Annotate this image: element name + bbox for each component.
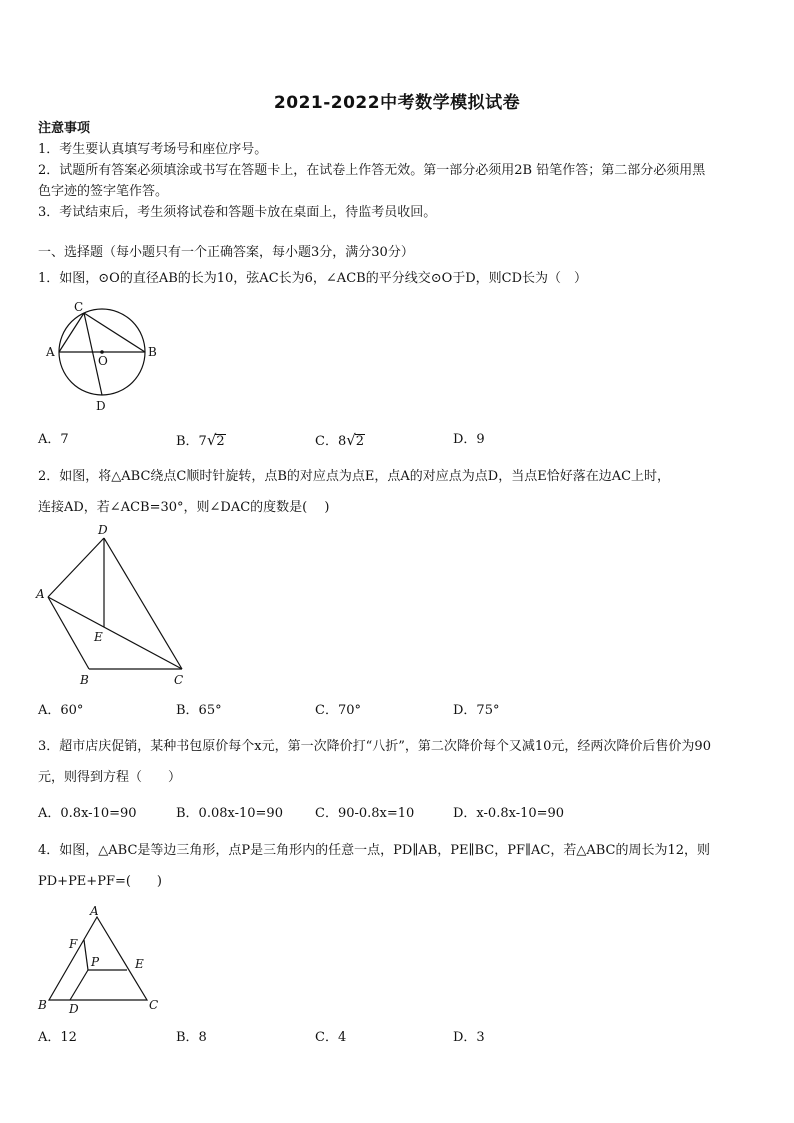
label-f: F: [69, 937, 78, 951]
segment-dc: [104, 538, 182, 669]
q1-circle-figure: [38, 296, 168, 414]
segment-da: [48, 538, 104, 597]
label-d: D: [98, 523, 108, 537]
chord-cb: [84, 313, 145, 352]
label-c: C: [149, 998, 159, 1012]
q1-option-c[interactable]: [315, 431, 365, 451]
notice-item-2: 2．试题所有答案必须填涂或书写在答题卡上，在试卷上作答无效。第一部分必须用2B 铅笔作答；第二部分必须用黑: [38, 163, 706, 178]
label-a: A: [36, 587, 45, 601]
label-o: O: [98, 354, 108, 368]
notice-item-2-cont: 色字迹的签字笔作答。: [38, 184, 169, 199]
q1-option-b-radicand: 2: [216, 434, 225, 449]
label-b: B: [38, 998, 47, 1012]
label-e: E: [94, 630, 103, 644]
q3-stem-line2: 元，则得到方程（ ）: [38, 770, 182, 785]
label-c: C: [174, 673, 184, 687]
q1-option-b-prefix: B．7: [176, 434, 207, 449]
q4-stem-line1: 4．如图，△ABC是等边三角形，点P是三角形内的任意一点，PD∥AB，PE∥BC，PF∥AC，若△ABC的周长为12，则: [38, 843, 711, 858]
notice-heading: 注意事项: [38, 121, 91, 136]
label-p: P: [91, 955, 100, 969]
q2-option-d[interactable]: D．75°: [453, 703, 500, 718]
q3-option-c[interactable]: C．90-0.8x=10: [315, 806, 415, 821]
q2-stem-line2: 连接AD，若∠ACB=30°，则∠DAC的度数是( ): [38, 500, 330, 515]
radical-sign: √: [346, 431, 356, 449]
q1-option-c-radicand: 2: [355, 434, 365, 449]
q1-option-b[interactable]: [176, 431, 226, 451]
q3-stem-line1: 3．超市店庆促销，某种书包原价每个x元，第一次降价打“八折”，第二次降价每个又减10元，经两次降价后售价为90: [38, 739, 711, 754]
q4-option-c[interactable]: C．4: [315, 1030, 347, 1045]
q4-stem-line2: PD+PE+PF=( ): [38, 874, 162, 889]
label-a: A: [46, 345, 55, 359]
section-heading: 一、选择题（每小题只有一个正确答案，每小题3分，满分30分）: [38, 245, 414, 260]
label-c: C: [74, 300, 84, 314]
page-title: 2021-2022中考数学模拟试卷: [273, 93, 521, 113]
q2-stem-line1: 2．如图，将△ABC绕点C顺时针旋转，点B的对应点为点E，点A的对应点为点D，当点E恰好落在边AC上时，: [38, 469, 671, 484]
q2-rotation-figure: [34, 522, 194, 690]
label-b: B: [80, 673, 89, 687]
q1-option-a[interactable]: A．7: [38, 432, 69, 447]
notice-item-1: 1．考生要认真填写考场号和座位序号。: [38, 142, 268, 157]
label-b: B: [148, 345, 157, 359]
label-d: D: [96, 399, 106, 413]
label-d: D: [69, 1002, 79, 1016]
chord-ac: [59, 313, 84, 352]
q3-option-b[interactable]: B．0.08x-10=90: [176, 806, 283, 821]
q2-option-c[interactable]: C．70°: [315, 703, 361, 718]
segment-fp: [84, 940, 88, 970]
q2-option-a[interactable]: A．60°: [38, 703, 84, 718]
label-e: E: [135, 957, 144, 971]
q4-option-d[interactable]: D．3: [453, 1030, 485, 1045]
label-a: A: [90, 904, 99, 918]
notice-item-3: 3．考试结束后，考生须将试卷和答题卡放在桌面上，待监考员收回。: [38, 205, 437, 220]
segment-pd: [70, 970, 88, 1000]
radical-sign: √: [206, 431, 217, 449]
q3-option-a[interactable]: A．0.8x-10=90: [38, 806, 137, 821]
q4-option-a[interactable]: A．12: [38, 1030, 77, 1045]
q1-option-d[interactable]: D．9: [453, 432, 485, 447]
q4-triangle-figure: [34, 900, 169, 1018]
q2-option-b[interactable]: B．65°: [176, 703, 222, 718]
q1-stem: 1．如图，⊙O的直径AB的长为10，弦AC长为6，∠ACB的平分线交⊙O于D，则CD长为（ ）: [38, 271, 588, 286]
q1-option-c-prefix: C．8: [315, 434, 347, 449]
q4-option-b[interactable]: B．8: [176, 1030, 207, 1045]
q3-option-d[interactable]: D．x-0.8x-10=90: [453, 806, 565, 821]
